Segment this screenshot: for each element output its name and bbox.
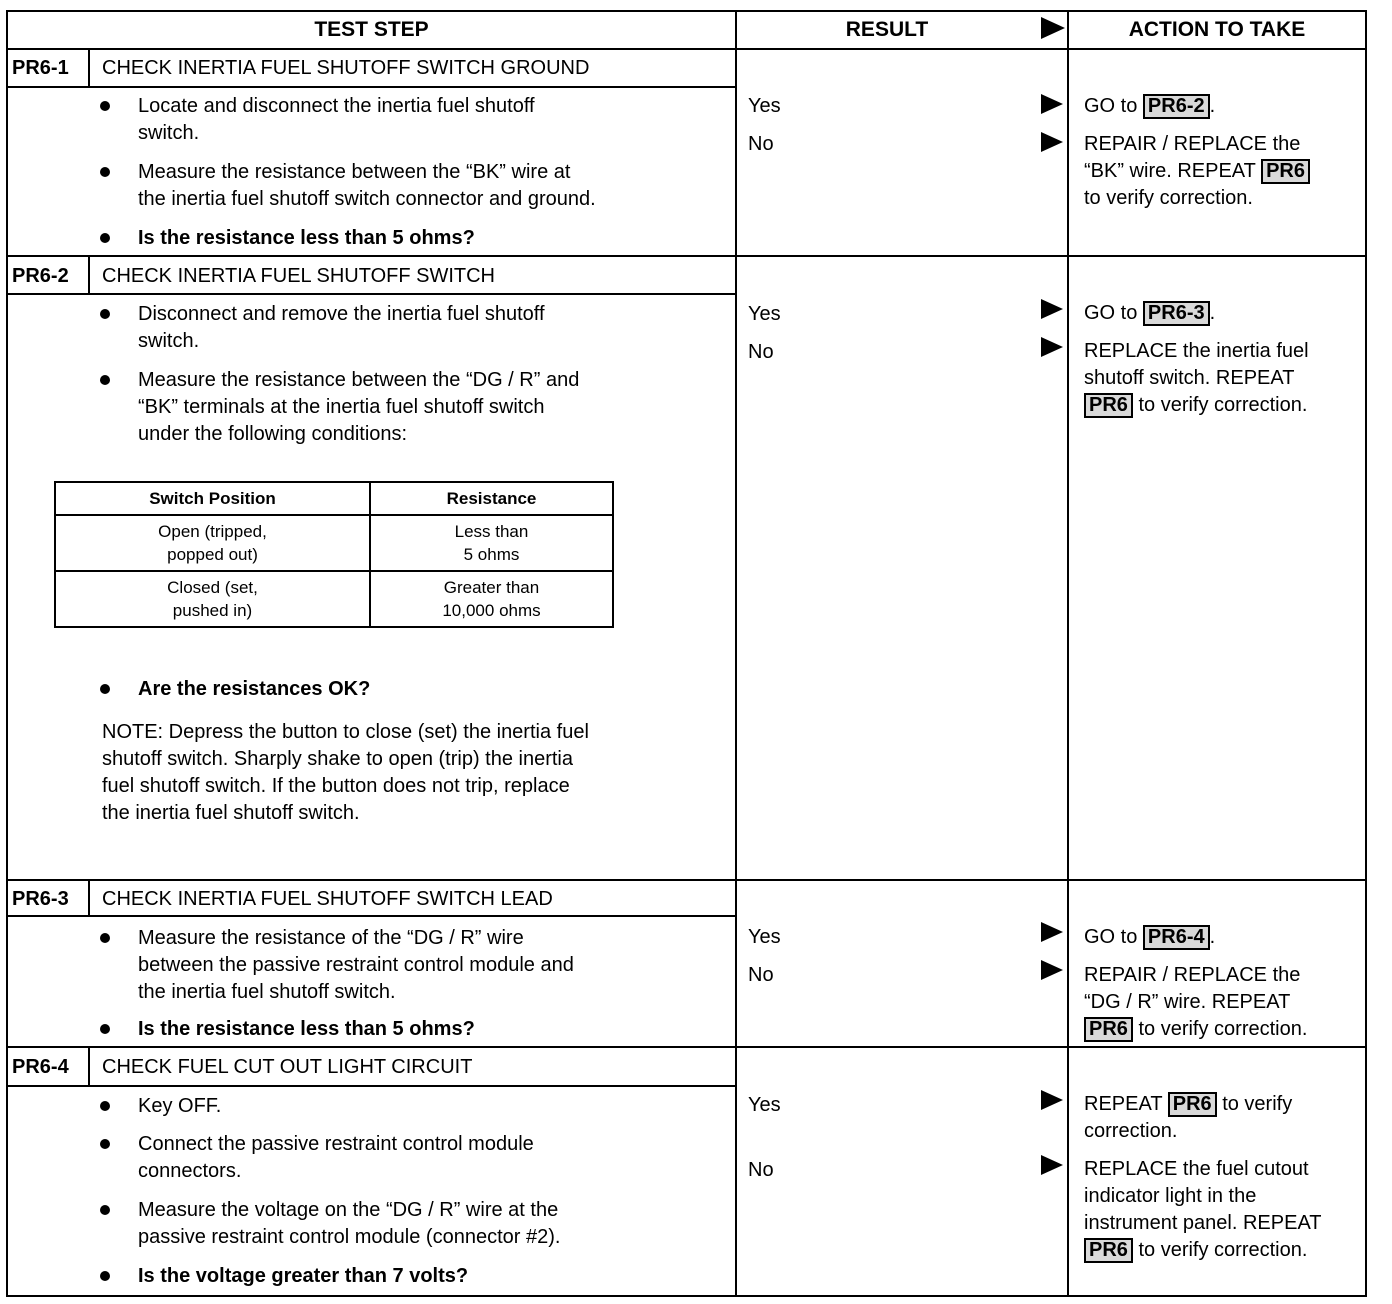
step-reference[interactable]: PR6 xyxy=(1084,393,1133,418)
resistance-table xyxy=(54,481,614,628)
action-text: GO to PR6-3 . xyxy=(1084,302,1216,324)
title-rule xyxy=(6,293,737,295)
bullet-icon xyxy=(100,1139,110,1149)
action-text: GO to PR6-2 . xyxy=(1084,95,1216,117)
frame-top xyxy=(6,10,1367,12)
divider-action xyxy=(1067,10,1069,1297)
step-instruction: Measure the voltage on the “DG / R” wire at the passive restraint control module (connector #2). xyxy=(138,1199,561,1248)
title-rule xyxy=(6,1085,737,1087)
step-separator xyxy=(6,879,1367,881)
arrow-icon xyxy=(1041,337,1063,357)
title-rule xyxy=(6,86,737,88)
bullet-icon xyxy=(100,101,110,111)
arrow-icon xyxy=(1041,1155,1063,1175)
bullet-icon xyxy=(100,933,110,943)
result-yes: Yes xyxy=(748,303,781,325)
result-yes: Yes xyxy=(748,95,781,117)
id-box-border xyxy=(88,255,90,295)
table-cell: Less than 5 ohms xyxy=(370,515,613,571)
arrow-icon xyxy=(1041,94,1063,114)
step-question: Is the resistance less than 5 ohms? xyxy=(138,1018,475,1040)
header-arrow-icon xyxy=(1041,17,1065,39)
id-box-border xyxy=(88,1046,90,1087)
result-no: No xyxy=(748,1159,774,1181)
step-reference[interactable]: PR6 xyxy=(1261,159,1310,184)
step-instruction: Measure the resistance between the “DG / R” and “BK” terminals at the inertia fuel shutoff switch under the following conditions: xyxy=(138,369,580,445)
step-reference[interactable]: PR6-4 xyxy=(1143,925,1210,950)
bullet-icon xyxy=(100,167,110,177)
result-no: No xyxy=(748,341,774,363)
frame-bottom xyxy=(6,1295,1367,1297)
arrow-icon xyxy=(1041,960,1063,980)
step-id: PR6-4 xyxy=(12,1056,69,1078)
bullet-icon xyxy=(100,1271,110,1281)
step-title: CHECK INERTIA FUEL SHUTOFF SWITCH xyxy=(102,265,495,287)
step-question: Is the resistance less than 5 ohms? xyxy=(138,227,475,249)
step-instruction: Measure the resistance between the “BK” wire at the inertia fuel shutoff switch connector and ground. xyxy=(138,161,596,210)
action-text: REPAIR / REPLACE the “BK” wire. REPEAT PR6 to verify correction. xyxy=(1084,131,1310,212)
bullet-icon xyxy=(100,1101,110,1111)
arrow-icon xyxy=(1041,132,1063,152)
bullet-icon xyxy=(100,233,110,243)
table-cell: Greater than 10,000 ohms xyxy=(370,571,613,627)
frame-right xyxy=(1365,10,1367,1297)
header-action: ACTION TO TAKE xyxy=(1128,18,1306,41)
step-instruction: Key OFF. xyxy=(138,1095,222,1117)
result-no: No xyxy=(748,133,774,155)
bullet-icon xyxy=(100,1205,110,1215)
arrow-icon xyxy=(1041,1090,1063,1110)
table-header: Switch Position xyxy=(55,482,370,515)
id-box-border xyxy=(88,48,90,88)
step-reference[interactable]: PR6-3 xyxy=(1143,301,1210,326)
table-cell: Closed (set, pushed in) xyxy=(55,571,370,627)
frame-left xyxy=(6,10,8,1297)
bullet-icon xyxy=(100,375,110,385)
action-text: REPLACE the inertia fuel shutoff switch. REPEAT PR6 to verify correction. xyxy=(1084,340,1309,416)
header-rule xyxy=(6,48,1367,50)
step-instruction: Measure the resistance of the “DG / R” wire between the passive restraint control module and the inertia fuel shutoff switch. xyxy=(138,927,574,1003)
step-question: Is the voltage greater than 7 volts? xyxy=(138,1265,469,1287)
action-text: GO to PR6-4 . xyxy=(1084,926,1216,948)
step-question: Are the resistances OK? xyxy=(138,678,371,700)
result-yes: Yes xyxy=(748,926,781,948)
action-text: REPLACE the fuel cutout indicator light in the instrument panel. REPEAT PR6 to verify correction. xyxy=(1084,1158,1322,1261)
title-rule xyxy=(6,915,737,917)
divider-result xyxy=(735,10,737,1297)
step-title: CHECK FUEL CUT OUT LIGHT CIRCUIT xyxy=(102,1056,473,1078)
step-id: PR6-2 xyxy=(12,265,69,287)
step-instruction: Locate and disconnect the inertia fuel shutoff switch. xyxy=(138,95,535,144)
action-text: REPEAT PR6 to verify correction. xyxy=(1084,1093,1293,1142)
step-id: PR6-3 xyxy=(12,888,69,910)
step-title: CHECK INERTIA FUEL SHUTOFF SWITCH GROUND xyxy=(102,57,590,79)
header-result: RESULT xyxy=(845,18,929,41)
header-test-step: TEST STEP xyxy=(314,18,429,41)
step-instruction: Disconnect and remove the inertia fuel shutoff switch. xyxy=(138,303,545,352)
table-header: Resistance xyxy=(370,482,613,515)
table-cell: Open (tripped, popped out) xyxy=(55,515,370,571)
arrow-icon xyxy=(1041,922,1063,942)
step-reference[interactable]: PR6-2 xyxy=(1143,94,1210,119)
bullet-icon xyxy=(100,1024,110,1034)
result-no: No xyxy=(748,964,774,986)
step-id: PR6-1 xyxy=(12,57,69,79)
step-note: NOTE: Depress the button to close (set) the inertia fuel shutoff switch. Sharply shake to open (trip) the inertia fuel shutoff switch. If the button does not trip, replace the inertia fuel shutoff switch. xyxy=(102,721,589,824)
step-reference[interactable]: PR6 xyxy=(1084,1017,1133,1042)
bullet-icon xyxy=(100,684,110,694)
bullet-icon xyxy=(100,309,110,319)
result-yes: Yes xyxy=(748,1094,781,1116)
id-box-border xyxy=(88,879,90,917)
step-separator xyxy=(6,1046,1367,1048)
step-reference[interactable]: PR6 xyxy=(1084,1238,1133,1263)
step-reference[interactable]: PR6 xyxy=(1168,1092,1217,1117)
step-separator xyxy=(6,255,1367,257)
action-text: REPAIR / REPLACE the “DG / R” wire. REPEAT PR6 to verify correction. xyxy=(1084,964,1308,1040)
step-title: CHECK INERTIA FUEL SHUTOFF SWITCH LEAD xyxy=(102,888,553,910)
arrow-icon xyxy=(1041,299,1063,319)
step-instruction: Connect the passive restraint control module connectors. xyxy=(138,1133,534,1182)
